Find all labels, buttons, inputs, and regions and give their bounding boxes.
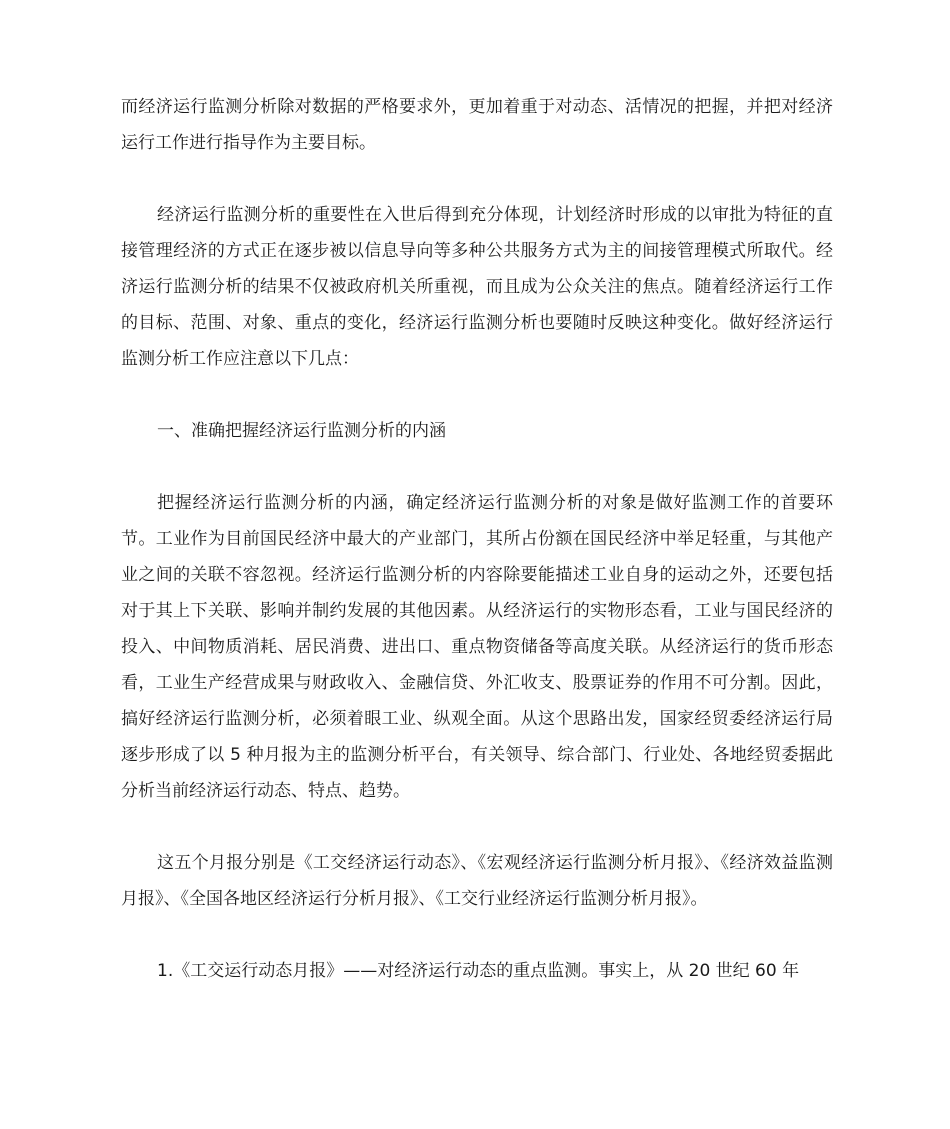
paragraph-report-1: 1.《工交运行动态月报》——对经济运行动态的重点监测。事实上，从 20 世纪 60 年: [157, 961, 800, 981]
paragraph-importance: 经济运行监测分析的重要性在入世后得到充分体现，计划经济时形成的以审批为特征的直接管理经济的方式正在逐步被以信息导向等多种公共服务方式为主的间接管理模式所取代。经济运行监测分析的结果不仅被政府机关所重视，而且成为公众关注的焦点。随着经济运行工作的目标、范围、对象、重点的变化，经济运行监测分析也要随时反映这种变化。做好经济运行监测分析工作应注意以下几点：: [121, 205, 833, 369]
paragraph-connotation: 把握经济运行监测分析的内涵，确定经济运行监测分析的对象是做好监测工作的首要环节。工业作为目前国民经济中最大的产业部门，其所占份额在国民经济中举足轻重，与其他产业之间的关联不容忽视。经济运行监测分析的内容除要能描述工业自身的运动之外，还要包括对于其上下关联、影响并制约发展的其他因素。从经济运行的实物形态看，工业与国民经济的投入、中间物质消耗、居民消费、进出口、重点物资储备等高度关联。从经济运行的货币形态看，工业生产经营成果与财政收入、金融信贷、外汇收支、股票证券的作用不可分割。因此，搞好经济运行监测分析，必须着眼工业、纵观全面。从这个思路出发，国家经贸委经济运行局逐步形成了以 5 种月报为主的监测分析平台，有关领导、综合部门、行业处、各地经贸委据此分析当前经济运行动态、特点、趋势。: [121, 493, 833, 801]
paragraph-continuation: 而经济运行监测分析除对数据的严格要求外，更加着重于对动态、活情况的把握，并把对经济运行工作进行指导作为主要目标。: [121, 97, 833, 153]
paragraph-five-reports: 这五个月报分别是《工交经济运行动态》、《宏观经济运行监测分析月报》、《经济效益监测月报》、《全国各地区经济运行分析月报》、《工交行业经济运行监测分析月报》。: [121, 853, 833, 909]
document-body: [121, 89, 833, 989]
section-heading-1: 一、准确把握经济运行监测分析的内涵: [157, 421, 446, 441]
